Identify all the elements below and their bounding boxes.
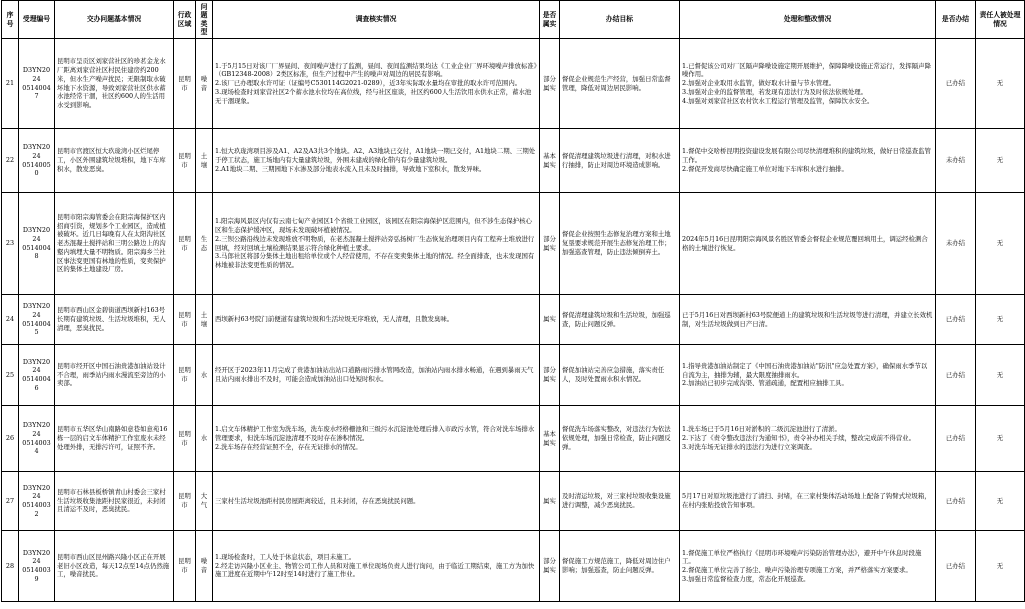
cell-handling: 2024年5月16日昆明阳宗海风景名胜区管委会督促企业规范覆回填用土，调运经检测合格的土壤进行恢复。: [680, 193, 936, 295]
table-row: [2, 472, 1025, 531]
header-region: 行政区域: [174, 1, 196, 39]
cell-problem: 昆明市五华区华山南路如意巷如意苑16栋一层的启文车体精护工作室废水未经处理外排，无排污许可，证照不齐。: [55, 406, 174, 472]
cell-verified: 属实: [540, 472, 560, 531]
cell-handling: 已于5月16日对西坝新村63号院便道上的建筑垃圾和生活垃圾等进行清理，并建立长效机制，对生活垃圾做到日产日清。: [680, 295, 936, 345]
cell-region: 昆明市: [174, 406, 196, 472]
cell-code: D3YN2024 05140050: [19, 129, 55, 193]
cell-investigation: 1.于5月15日对该厂厂界昼间、夜间噪声进行了监测，昼间、夜间监测结果均达《工业企业厂界环境噪声排放标准》（GB12348-2008）2类区标准，但生产过程中产生的噪声对周边的居民有影响。 2.该厂已办理取水许可证（证编号C530114G2021-0289），近3年实际取水量均在审批的取水许可范围内。 3.现场检查时刘家营社区2个蓄水池水位均在高位线，经与社区座谈，社区约600人生活饮用水供水正常，蓄水池无干涸现象。: [213, 39, 540, 129]
cell-type: 生态: [196, 193, 213, 295]
cell-type: 土壤: [196, 295, 213, 345]
header-problem: 交办问题基本情况: [55, 1, 174, 39]
cell-target: 及时清运垃圾，对三家村垃圾收集设施进行调整，减少恶臭扰民。: [560, 472, 680, 531]
cell-seq: 27: [2, 472, 19, 531]
cell-problem: 昆明市西山区金碧街道西坝新村163号长期有建筑垃圾、生活垃圾堆积，无人清理，恶臭扰民。: [55, 295, 174, 345]
table-row: [2, 345, 1025, 406]
cell-investigation: 三家村生活垃圾池距村民房屋距离较近，且未封闭，存在恶臭扰民问题。: [213, 472, 540, 531]
cell-investigation: 1.现场检查时，工人处于休息状态，项目未施工。 2.经走访兴隆小区业主、物管公司工作人员和对施工单位现场负责人进行询问，由于临近工期结束，施工方为加快施工进度在近期中午12时至14时进行了施工作业。: [213, 531, 540, 602]
cell-seq: 22: [2, 129, 19, 193]
cell-seq: 24: [2, 295, 19, 345]
cell-accountability: 无: [976, 406, 1025, 472]
cell-problem: 昆明市阳宗海管委会在阳宗海保护区内招商引资，规划多个工业园区，造成植被破坏。近几日每晚有人在太阳沟社区老杰混凝土搅拌站和三明公路边上的沟壑内填埋大量不明物质。阳宗海乡兰社区事法变更国有林地的性质，变卖保护区的集体土地建设厂房。: [55, 193, 174, 295]
cell-done: 未办结: [936, 129, 976, 193]
cell-region: 昆明市: [174, 531, 196, 602]
cell-region: 昆明市: [174, 129, 196, 193]
cell-accountability: 无: [976, 193, 1025, 295]
cell-investigation: 西坝新村63号院门前便道有建筑垃圾和生活垃圾无序堆放，无人清理，且散发臭味。: [213, 295, 540, 345]
cell-problem: 昆明市呈贡区刘家营社区的珍茗金龙水厂距离刘家营社区村民住建房约200米，但水生产噪声扰民；无限制取水破坏地下水资源，导致刘家营社区供水蓄水池经常干涸，社区约600人的生活用水受到影响。: [55, 39, 174, 129]
header-seq: 序号: [2, 1, 19, 39]
cell-verified: 基本属实: [540, 129, 560, 193]
cell-seq: 21: [2, 39, 19, 129]
cell-done: 已办结: [936, 531, 976, 602]
table-header-row: [2, 1, 1025, 39]
header-code: 受理编号: [19, 1, 55, 39]
cell-region: 昆明市: [174, 295, 196, 345]
cell-type: 大气: [196, 472, 213, 531]
header-type: 问题类型: [196, 1, 213, 39]
cell-accountability: 无: [976, 472, 1025, 531]
cell-accountability: 无: [976, 531, 1025, 602]
cell-seq: 28: [2, 531, 19, 602]
cell-done: 已办结: [936, 345, 976, 406]
cell-type: 噪音: [196, 39, 213, 129]
cell-handling: 1.指导贵港加油站制定了《中国石油贵港加油站"防汛"应急处置方案》，确保雨水季节以自流为主，抽排为辅，最大限度抽排雨水。 2.加油站已初步完成沟渠、管道疏通，配置相应抽排工具。: [680, 345, 936, 406]
cell-verified: 基本属实: [540, 406, 560, 472]
cell-problem: 昆明市西山区昆州路兴隆小区正在开展老旧小区改造，每天12点至14点仍然施工，噪音扰民。: [55, 531, 174, 602]
cell-target: 督促洗车场落实整改，对违法行为依法依规处理，加强日常检查，防止问题反弹。: [560, 406, 680, 472]
cell-type: 水: [196, 406, 213, 472]
cell-done: 已办结: [936, 295, 976, 345]
cell-code: D3YN2024 05140032: [19, 472, 55, 531]
cell-type: 土壤: [196, 129, 213, 193]
header-done: 是否办结: [936, 1, 976, 39]
cell-target: 督促加油站完善应急措施，落实责任人，及时处置雨水积水情况。: [560, 345, 680, 406]
cell-accountability: 无: [976, 129, 1025, 193]
cell-problem: 昆明市官渡区恒大玖珑湾小区烂尾停工，小区外围建筑垃圾堆积，地下车库积水，散发恶臭。: [55, 129, 174, 193]
cell-target: 督促企业按照生态修复治理方案和土地复垦要求规范开展生态修复治理工作；加强巡查管理，防止违法倾倒弃土。: [560, 193, 680, 295]
cell-done: 已办结: [936, 472, 976, 531]
cell-region: 昆明市: [174, 345, 196, 406]
cell-type: 水: [196, 345, 213, 406]
cell-verified: 部分属实: [540, 531, 560, 602]
cell-accountability: 无: [976, 39, 1025, 129]
table-row: [2, 406, 1025, 472]
cell-handling: 1.洗车场已于5月16日对淤积的二级沉淀池进行了清淤。 2.下达了《责令整改违法行为通知书》，责令补办相关手续，整改完成前不得营业。 3.对洗车场无证排水的违法行为进行立案调查。: [680, 406, 936, 472]
cell-investigation: 1.阳宗海风景区内仅有云南七甸产业园区1个省级工业园区，该园区在阳宗海保护区范围内，但不涉生态保护核心区和生态保护缓冲区，现场未发现破坏植被情况。 2.三钡公路沿线边未发现堆放不明物质，在老杰混凝土搅拌站旁弘扬树厂生态恢复治理项目内有工程弃土堆放进行回填，经对回填土壤检测结果显示符合绿化种植土要求。 3.马郎社区将部分集体土地出租给单位或个人经营使用，不存在变卖集体土地的情况。经全面排查，也未发现国有林地被非法变更性质的情况。: [213, 193, 540, 295]
cell-problem: 昆明市石林县板桥镇青山村委会三家村生活垃圾收集池距村民家很近，未封闭且清运不及时，恶臭扰民。: [55, 472, 174, 531]
cell-investigation: 1.恒大玖珑湾项目涉及A1、A2及A3共3个地块。A2、A3地块已交付，A1地块一期已交付，A1地块二期、三期处于停工状态，施工场地内有大量建筑垃圾，外围未建成的绿化带内有少量建筑垃圾。 2.A1地块二期、三期园地下水渗及部分地表水流入且未及时抽排，导致地下室积水，散发异味。: [213, 129, 540, 193]
table-row: [2, 193, 1025, 295]
cell-investigation: 1.启文车体精护工作室为洗车场，洗车废水经格栅池和三级污水沉淀池处理后排入市政污水管，符合对洗车场排水管理要求，但洗车场沉淀池清理不及时存在渗积情况。 2.洗车场存在经营证照不全，存在无证排水的情况。: [213, 406, 540, 472]
header-verified: 是否属实: [540, 1, 560, 39]
cell-investigation: 经开区于2023年11月完成了贵港加油站出站口道路雨污排水管网改造，加油站内雨水排水畅通，在遇到暴雨天气且站内雨水排出不及时，可能会造成加油站出口处短时积水。: [213, 345, 540, 406]
cell-problem: 昆明市经开区中国石油贵港加油站设计不合理，雨季站内雨水漫流至旁边的小卖部。: [55, 345, 174, 406]
cell-code: D3YN2024 05140034: [19, 406, 55, 472]
table-row: [2, 295, 1025, 345]
cell-accountability: 无: [976, 345, 1025, 406]
case-table: [1, 0, 1025, 602]
cell-done: 已办结: [936, 406, 976, 472]
table-row: [2, 39, 1025, 129]
cell-region: 昆明市: [174, 472, 196, 531]
cell-done: 未办结: [936, 193, 976, 295]
header-handling: 处理和整改情况: [680, 1, 936, 39]
cell-region: 昆明市: [174, 39, 196, 129]
cell-region: 昆明市: [174, 193, 196, 295]
cell-seq: 26: [2, 406, 19, 472]
cell-handling: 1.已督促该公司对厂区隔声降噪设施定期开展维护，保障降噪设施正常运行，发挥隔声降噪作用。 2.加强对企业取用水监管，做好取水计量与节水管理。 3.加强对企业的监督管理，若发现有违法行为及时依法依规处理。 4.加强对刘家营社区农村饮水工程运行管理及监管，保障饮水安全。: [680, 39, 936, 129]
table-row: [2, 531, 1025, 602]
table-row: [2, 129, 1025, 193]
cell-handling: 1.督促中交啥桥昆明投资建设发展有限公司尽快清理堆积的建筑垃圾，做好日常巡查监管工作。 2.督促开发商尽快确定施工单位对地下车库积水进行抽排。: [680, 129, 936, 193]
cell-verified: 属实: [540, 295, 560, 345]
cell-handling: 1.督促施工单位严格执行《昆明市环境噪声污染防治管理办法》，避开中午休息时段施工。 2.督促施工单位完善了扬尘、噪声污染治理专项施工方案，并严格落实方案要求。 3.加强日常监督检查力度，常态化开展巡查。: [680, 531, 936, 602]
cell-handling: 5月17日对原垃圾池进行了清扫、封堵，在三家村集体活动场地上配备了钩臂式垃圾箱，在村内张贴投放告知事项。: [680, 472, 936, 531]
cell-target: 督促施工方规范施工，降低对周边住户影响；加强巡查，防止问题反弹。: [560, 531, 680, 602]
header-investigation: 调查核实情况: [213, 1, 540, 39]
cell-type: 噪音: [196, 531, 213, 602]
cell-seq: 23: [2, 193, 19, 295]
cell-target: 督促清理建筑垃圾进行清理，对积水进行抽排，防止对周边环境造成影响。: [560, 129, 680, 193]
cell-code: D3YN2024 05140048: [19, 193, 55, 295]
cell-verified: 部分属实: [540, 39, 560, 129]
cell-done: 已办结: [936, 39, 976, 129]
cell-verified: 部分属实: [540, 193, 560, 295]
cell-code: D3YN2024 05140045: [19, 295, 55, 345]
cell-code: D3YN2024 05140047: [19, 39, 55, 129]
cell-target: 督促企业规范生产经营，加强日常监督管理，降低对周边居民影响。: [560, 39, 680, 129]
cell-target: 督促清理建筑垃圾和生活垃圾，加强巡查，防止问题反弹。: [560, 295, 680, 345]
header-accountability: 责任人被处理情况: [976, 1, 1025, 39]
cell-seq: 25: [2, 345, 19, 406]
cell-accountability: 无: [976, 295, 1025, 345]
cell-verified: 部分属实: [540, 345, 560, 406]
header-target: 办结目标: [560, 1, 680, 39]
cell-code: D3YN2024 05140046: [19, 345, 55, 406]
cell-code: D3YN2024 05140039: [19, 531, 55, 602]
